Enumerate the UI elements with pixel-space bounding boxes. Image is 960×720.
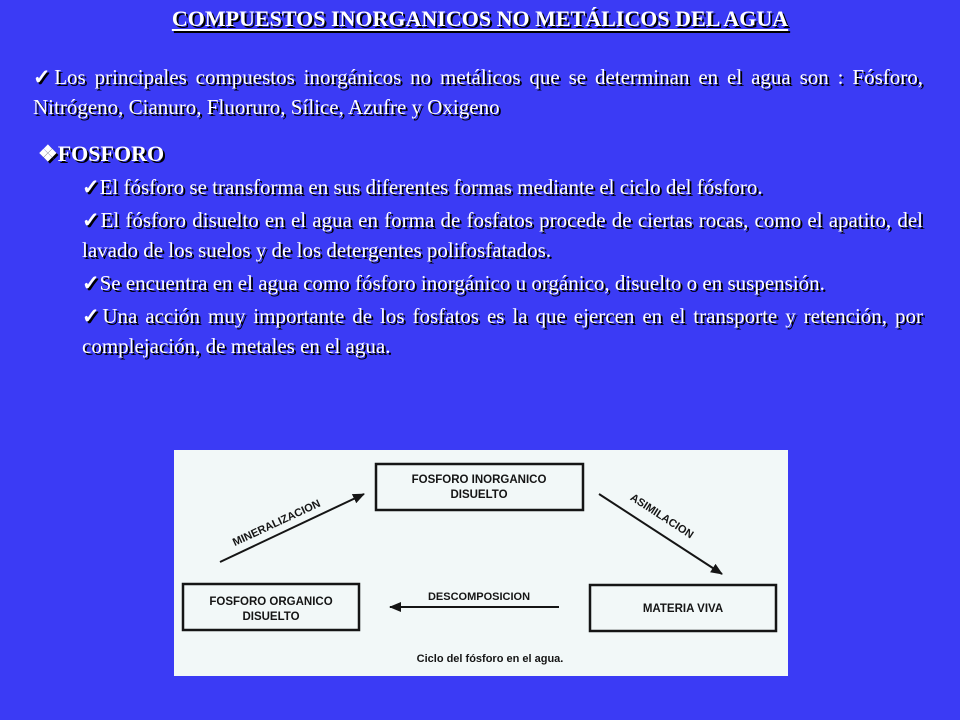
box-top-line2: DISUELTO — [450, 489, 508, 501]
bullet-item — [82, 268, 923, 298]
box-left-line2: DISUELTO — [242, 611, 300, 623]
arrow-mineralization — [220, 494, 364, 562]
label-mineralization: MINERALIZACION — [230, 497, 323, 549]
diagram-caption: Ciclo del fósforo en el agua. — [416, 653, 564, 665]
checkmark-icon: ✓ — [33, 65, 55, 89]
bullet-text: El fósforo se transforma en sus diferentes formas mediante el ciclo del fósforo. — [99, 175, 763, 199]
section-heading — [38, 141, 164, 167]
diamond-bullet-icon: ❖ — [38, 141, 58, 166]
label-assimilation: ASIMILACION — [627, 491, 696, 542]
box-inorganic-dissolved — [376, 464, 583, 510]
bullet-item — [82, 301, 923, 361]
bullet-text: Se encuentra en el agua como fósforo inorgánico u orgánico, disuelto o en suspensión. — [99, 271, 825, 295]
bullet-item — [82, 205, 923, 265]
intro-text: Los principales compuestos inorgánicos no metálicos que se determinan en el agua son : Fósforo, Nitrógeno, Cianuro, Fluoruro, Sílice, Azufre y Oxigeno — [33, 65, 923, 119]
checkmark-icon: ✓ — [82, 271, 100, 295]
bullet-list — [82, 172, 923, 364]
section-heading-text: FOSFORO — [57, 141, 165, 166]
bullet-item — [82, 172, 923, 202]
box-left-line1: FOSFORO ORGANICO — [209, 596, 333, 608]
arrow-assimilation — [599, 491, 722, 574]
bullet-text: El fósforo disuelto en el agua en forma de fosfatos procede de ciertas rocas, como el apatito, del lavado de los suelos y de los detergentes polifosfatados. — [82, 208, 923, 262]
checkmark-icon: ✓ — [82, 175, 100, 199]
intro-paragraph — [33, 62, 923, 122]
box-top-line1: FOSFORO INORGANICO — [411, 474, 547, 486]
bullet-text: Una acción muy importante de los fosfatos es la que ejercen en el transporte y retención, por complejación, de metales en el agua. — [82, 304, 923, 358]
checkmark-icon: ✓ — [82, 304, 103, 328]
label-decomposition: DESCOMPOSICION — [427, 591, 531, 603]
checkmark-icon: ✓ — [82, 208, 101, 232]
slide-title: COMPUESTOS INORGANICOS NO METÁLICOS DEL AGUA — [171, 6, 789, 31]
box-right-text: MATERIA VIVA — [642, 603, 724, 615]
cycle-diagram-svg — [174, 450, 788, 676]
phosphorus-cycle-diagram — [174, 450, 788, 676]
